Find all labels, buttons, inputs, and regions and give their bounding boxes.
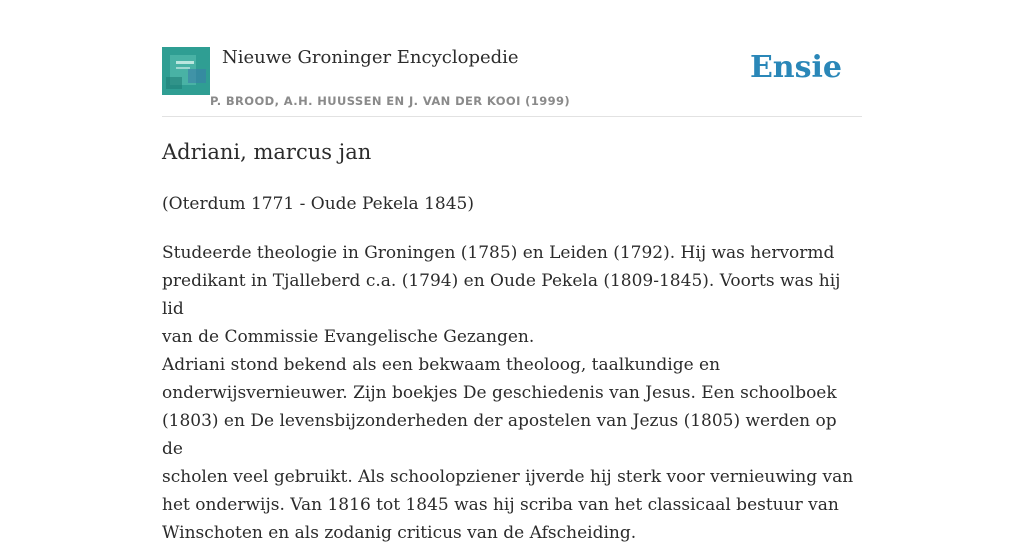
entry-title: Adriani, marcus jan xyxy=(162,140,372,164)
book-title[interactable]: Nieuwe Groninger Encyclopedie xyxy=(222,47,519,68)
book-header xyxy=(162,40,862,117)
book-cover-avatar[interactable] xyxy=(162,47,210,95)
entry-paragraph: Studeerde theologie in Groningen (1785) en Leiden (1792). Hij was hervormd predikant in Tjalleberd c.a. (1794) en Oude Pekela (1809-1845). Voorts was hij lid van de Commissie Evangelische Gezangen. xyxy=(162,243,841,347)
entry-life-dates: (Oterdum 1771 - Oude Pekela 1845) xyxy=(162,194,474,214)
ensie-logo[interactable]: Ensie xyxy=(749,50,842,85)
entry-paragraph: Adriani stond bekend als een bekwaam theoloog, taalkundige en onderwijsvernieuwer. Zijn boekjes De geschiedenis van Jesus. Een schoolboek (1803) en De levensbijzonderheden der apostelen van Jezus (1805) werden op de scholen veel gebruikt. Als schoolopziener ijverde hij sterk voor vernieuwing van het onderwijs. Van 1816 tot 1845 was hij scriba van het classicaal bestuur van Winschoten en als zodanig criticus van de Afscheiding. xyxy=(162,355,854,543)
book-cover-image xyxy=(162,47,210,95)
book-authors: P. BROOD, A.H. HUUSSEN EN J. VAN DER KOOI (1999) xyxy=(210,94,571,108)
